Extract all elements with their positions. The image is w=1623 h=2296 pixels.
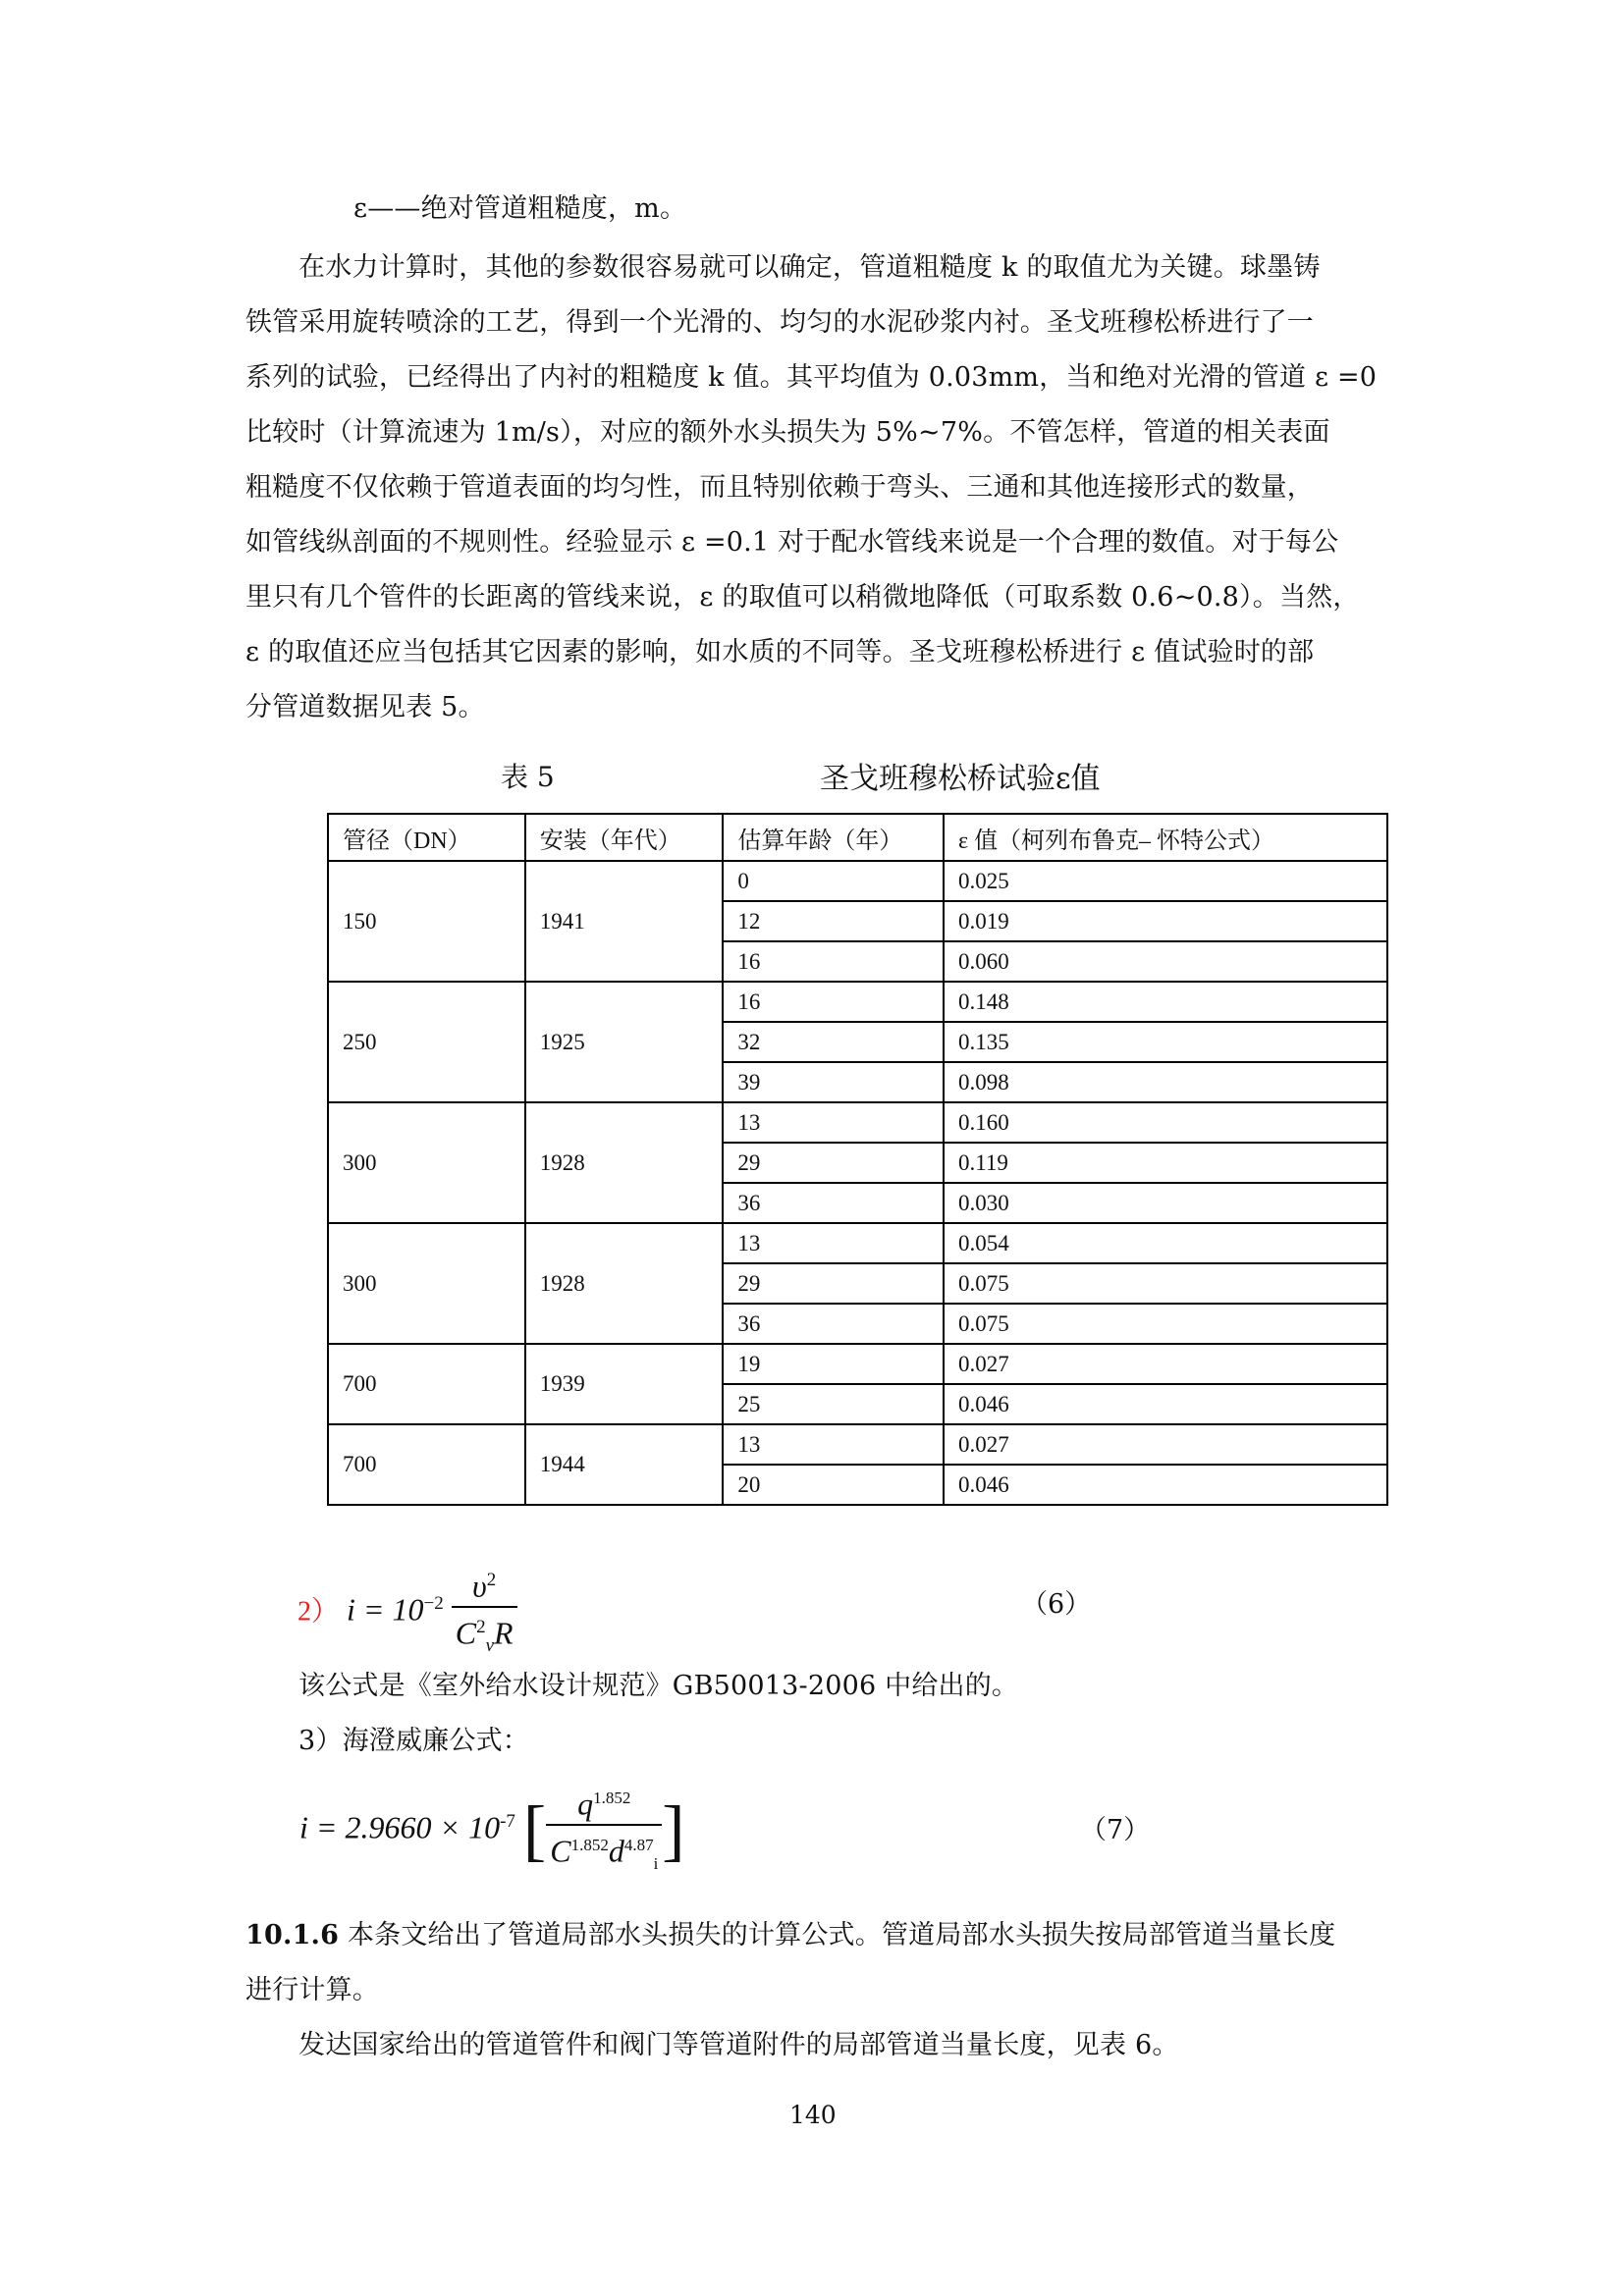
paragraph-line: 铁管采用旋转喷涂的工艺，得到一个光滑的、均匀的水泥砂浆内衬。圣戈班穆松桥进行了一 — [245, 307, 1314, 338]
paragraph-line: 里只有几个管件的长距离的管线来说，ε 的取值可以稍微地降低（可取系数 0.6~0.8）。当然， — [245, 582, 1360, 613]
cell-eps: 0.046 — [944, 1384, 1387, 1424]
cell-age: 29 — [723, 1143, 944, 1183]
formula-6-c-sub: v — [485, 1634, 494, 1656]
section-text: 本条文给出了管道局部水头损失的计算公式。管道局部水头损失按局部管道当量长度 — [339, 1920, 1336, 1950]
right-bracket: ] — [662, 1792, 685, 1869]
cell-eps: 0.119 — [944, 1143, 1387, 1183]
section-10-1-6-line-3: 发达国家给出的管道管件和阀门等管道附件的局部管道当量长度，见表 6。 — [298, 2030, 1179, 2060]
table-title: 圣戈班穆松桥试验ε值 — [820, 762, 1101, 796]
cell-eps: 0.135 — [944, 1022, 1387, 1062]
formula-6-velocity: υ — [472, 1568, 487, 1604]
cell-age: 32 — [723, 1022, 944, 1062]
cell-eps: 0.027 — [944, 1344, 1387, 1384]
formula-6-note: 该公式是《室外给水设计规范》GB50013-2006 中给出的。 — [298, 1671, 1019, 1701]
cell-eps: 0.025 — [944, 861, 1387, 901]
cell-eps: 0.019 — [944, 901, 1387, 941]
formula-6 — [298, 1561, 517, 1666]
paragraph-line: 如管线纵剖面的不规则性。经验显示 ε =0.1 对于配水管线来说是一个合理的数值。对于每公 — [245, 527, 1339, 558]
formula-7-d-sup: 4.87 — [623, 1835, 654, 1854]
cell-eps: 0.098 — [944, 1062, 1387, 1102]
cell-age: 36 — [723, 1183, 944, 1223]
cell-year: 1928 — [525, 1102, 724, 1223]
cell-age: 13 — [723, 1102, 944, 1143]
cell-age: 12 — [723, 901, 944, 941]
paragraph-line: 系列的试验，已经得出了内衬的粗糙度 k 值。其平均值为 0.03mm，当和绝对光滑的管道 ε =0 — [245, 362, 1378, 393]
formula-7-numerator — [546, 1779, 662, 1826]
section-10-1-6-line-1 — [245, 1916, 1384, 1955]
cell-age: 13 — [723, 1424, 944, 1465]
paragraph-line: 在水力计算时，其他的参数很容易就可以确定，管道粗糙度 k 的取值尤为关键。球墨铸 — [298, 252, 1321, 283]
formula-7-d-sub: i — [653, 1853, 659, 1873]
cell-age: 19 — [723, 1344, 944, 1384]
cell-year: 1939 — [525, 1344, 724, 1424]
formula-7-lhs: i = 2.9660 × 10 — [299, 1809, 501, 1845]
header-age: 估算年龄（年） — [723, 814, 944, 861]
cell-year: 1944 — [525, 1424, 724, 1505]
formula-6-label: 2） — [298, 1596, 340, 1628]
cell-age: 25 — [723, 1384, 944, 1424]
formula-6-num-sup: 2 — [486, 1570, 497, 1590]
formula-7-exponent: -7 — [500, 1811, 515, 1833]
epsilon-definition: ε——绝对管道粗糙度，m。 — [353, 193, 687, 224]
formula-6-r: R — [494, 1615, 514, 1651]
table-row — [328, 1424, 1387, 1465]
paragraph-line: 分管道数据见表 5。 — [245, 692, 485, 722]
cell-dn: 300 — [328, 1102, 525, 1223]
hazen-williams-label: 3）海澄威廉公式： — [298, 1726, 529, 1756]
cell-dn: 150 — [328, 861, 525, 982]
cell-eps: 0.027 — [944, 1424, 1387, 1465]
table-row — [328, 1102, 1387, 1143]
cell-dn: 700 — [328, 1344, 525, 1424]
formula-6-lhs: i = 10 — [347, 1591, 424, 1628]
table-row — [328, 861, 1387, 901]
table-row — [328, 1344, 1387, 1384]
formula-6-c-sup: 2 — [476, 1616, 486, 1637]
equation-number-6: （6） — [1021, 1589, 1092, 1620]
cell-age: 13 — [723, 1223, 944, 1263]
formula-6-denominator — [452, 1608, 517, 1666]
section-10-1-6-line-2: 进行计算。 — [245, 1975, 379, 2005]
cell-dn: 250 — [328, 982, 525, 1102]
table-number: 表 5 — [501, 761, 555, 793]
formula-6-numerator — [452, 1561, 517, 1608]
formula-7-c: C — [550, 1833, 571, 1869]
cell-age: 39 — [723, 1062, 944, 1102]
formula-7-d: d — [608, 1833, 624, 1869]
cell-eps: 0.148 — [944, 982, 1387, 1022]
cell-age: 16 — [723, 982, 944, 1022]
cell-dn: 300 — [328, 1223, 525, 1344]
formula-6-fraction — [452, 1561, 517, 1666]
epsilon-test-table — [327, 813, 1388, 1506]
formula-7-q: q — [577, 1786, 594, 1822]
cell-dn: 700 — [328, 1424, 525, 1505]
cell-age: 16 — [723, 941, 944, 982]
paragraph-line: 粗糙度不仅依赖于管道表面的均匀性，而且特别依赖于弯头、三通和其他连接形式的数量， — [245, 472, 1314, 503]
cell-year: 1928 — [525, 1223, 724, 1344]
table-row — [328, 982, 1387, 1022]
paragraph-line: 比较时（计算流速为 1m/s），对应的额外水头损失为 5%~7%。不管怎样，管道的相关表面 — [245, 417, 1330, 448]
table-row — [328, 1223, 1387, 1263]
cell-age: 36 — [723, 1304, 944, 1344]
formula-7 — [299, 1779, 685, 1884]
cell-age: 20 — [723, 1465, 944, 1505]
formula-7-fraction — [546, 1779, 662, 1884]
formula-6-c: C — [455, 1615, 477, 1651]
formula-6-exponent: −2 — [423, 1593, 444, 1615]
cell-eps: 0.030 — [944, 1183, 1387, 1223]
cell-eps: 0.160 — [944, 1102, 1387, 1143]
header-install: 安装（年代） — [525, 814, 724, 861]
cell-eps: 0.054 — [944, 1223, 1387, 1263]
cell-age: 0 — [723, 861, 944, 901]
header-dn: 管径（DN） — [328, 814, 525, 861]
equation-number-7: （7） — [1080, 1815, 1151, 1845]
table-header-row — [328, 814, 1387, 861]
header-epsilon: ε 值（柯列布鲁克– 怀特公式） — [944, 814, 1387, 861]
formula-7-q-sup: 1.852 — [593, 1789, 631, 1807]
cell-age: 29 — [723, 1263, 944, 1304]
cell-year: 1925 — [525, 982, 724, 1102]
page-number: 140 — [789, 2101, 837, 2129]
cell-year: 1941 — [525, 861, 724, 982]
cell-eps: 0.075 — [944, 1304, 1387, 1344]
formula-7-c-sup: 1.852 — [570, 1835, 609, 1854]
paragraph-line: ε 的取值还应当包括其它因素的影响，如水质的不同等。圣戈班穆松桥进行 ε 值试验时的部 — [245, 637, 1315, 667]
cell-eps: 0.046 — [944, 1465, 1387, 1505]
cell-eps: 0.060 — [944, 941, 1387, 982]
formula-7-denominator — [546, 1826, 662, 1884]
cell-eps: 0.075 — [944, 1263, 1387, 1304]
left-bracket: [ — [522, 1792, 547, 1869]
section-number: 10.1.6 — [245, 1920, 340, 1950]
